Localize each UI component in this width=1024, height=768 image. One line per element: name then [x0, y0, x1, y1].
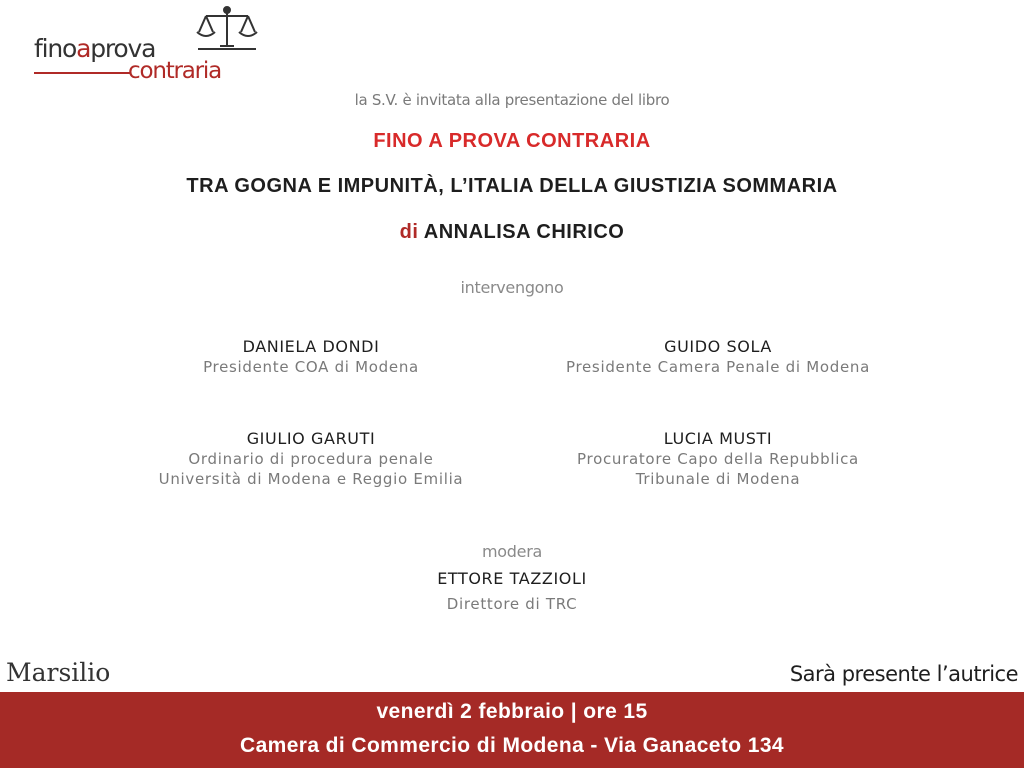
logo-wordmark-top: finoaprova	[34, 34, 156, 63]
speaker-card	[101, 429, 521, 489]
author-presence-note: Sarà presente l’autrice	[789, 662, 1018, 686]
speakers-label: intervengono	[460, 278, 564, 297]
speaker-role: Presidente Camera Penale di Modena	[565, 358, 871, 376]
speaker-role: Presidente COA di Modena	[203, 358, 419, 376]
author-name: ANNALISA CHIRICO	[423, 221, 625, 243]
event-banner	[0, 692, 1024, 768]
speaker-name: GUIDO SOLA	[664, 337, 772, 356]
logo-rule-top	[198, 48, 256, 50]
speaker-name: LUCIA MUSTI	[663, 429, 773, 448]
logo	[30, 4, 266, 84]
logo-rule-bottom	[34, 72, 130, 74]
speaker-role: Ordinario di procedura penale	[188, 450, 434, 468]
book-title: FINO A PROVA CONTRARIA	[373, 130, 651, 152]
event-location: Camera di Commercio di Modena - Via Ganaceto 134	[240, 734, 784, 757]
moderator-label: modera	[482, 542, 542, 561]
event-date-time: venerdì 2 febbraio | ore 15	[376, 700, 648, 723]
speaker-card	[508, 429, 928, 489]
invitation-intro: la S.V. è invitata alla presentazione del libro	[354, 91, 670, 109]
book-subtitle: TRA GOGNA E IMPUNITÀ, L’ITALIA DELLA GIUSTIZIA SOMMARIA	[186, 175, 838, 197]
speaker-name: GIULIO GARUTI	[246, 429, 376, 448]
logo-wordmark-bottom: contraria	[128, 58, 222, 84]
speaker-card	[101, 337, 521, 377]
author-prefix: di	[399, 221, 419, 243]
moderator-name: ETTORE TAZZIOLI	[437, 569, 587, 588]
speaker-name: DANIELA DONDI	[242, 337, 380, 356]
publisher-logo: Marsilio	[6, 658, 111, 687]
speaker-affiliation: Università di Modena e Reggio Emilia	[158, 470, 464, 488]
moderator-role: Direttore di TRC	[446, 595, 578, 613]
book-author	[0, 221, 1024, 244]
speaker-role: Procuratore Capo della Repubblica	[577, 450, 859, 468]
speaker-affiliation: Tribunale di Modena	[635, 470, 801, 488]
speaker-card	[508, 337, 928, 377]
scales-of-justice-icon	[192, 4, 262, 60]
